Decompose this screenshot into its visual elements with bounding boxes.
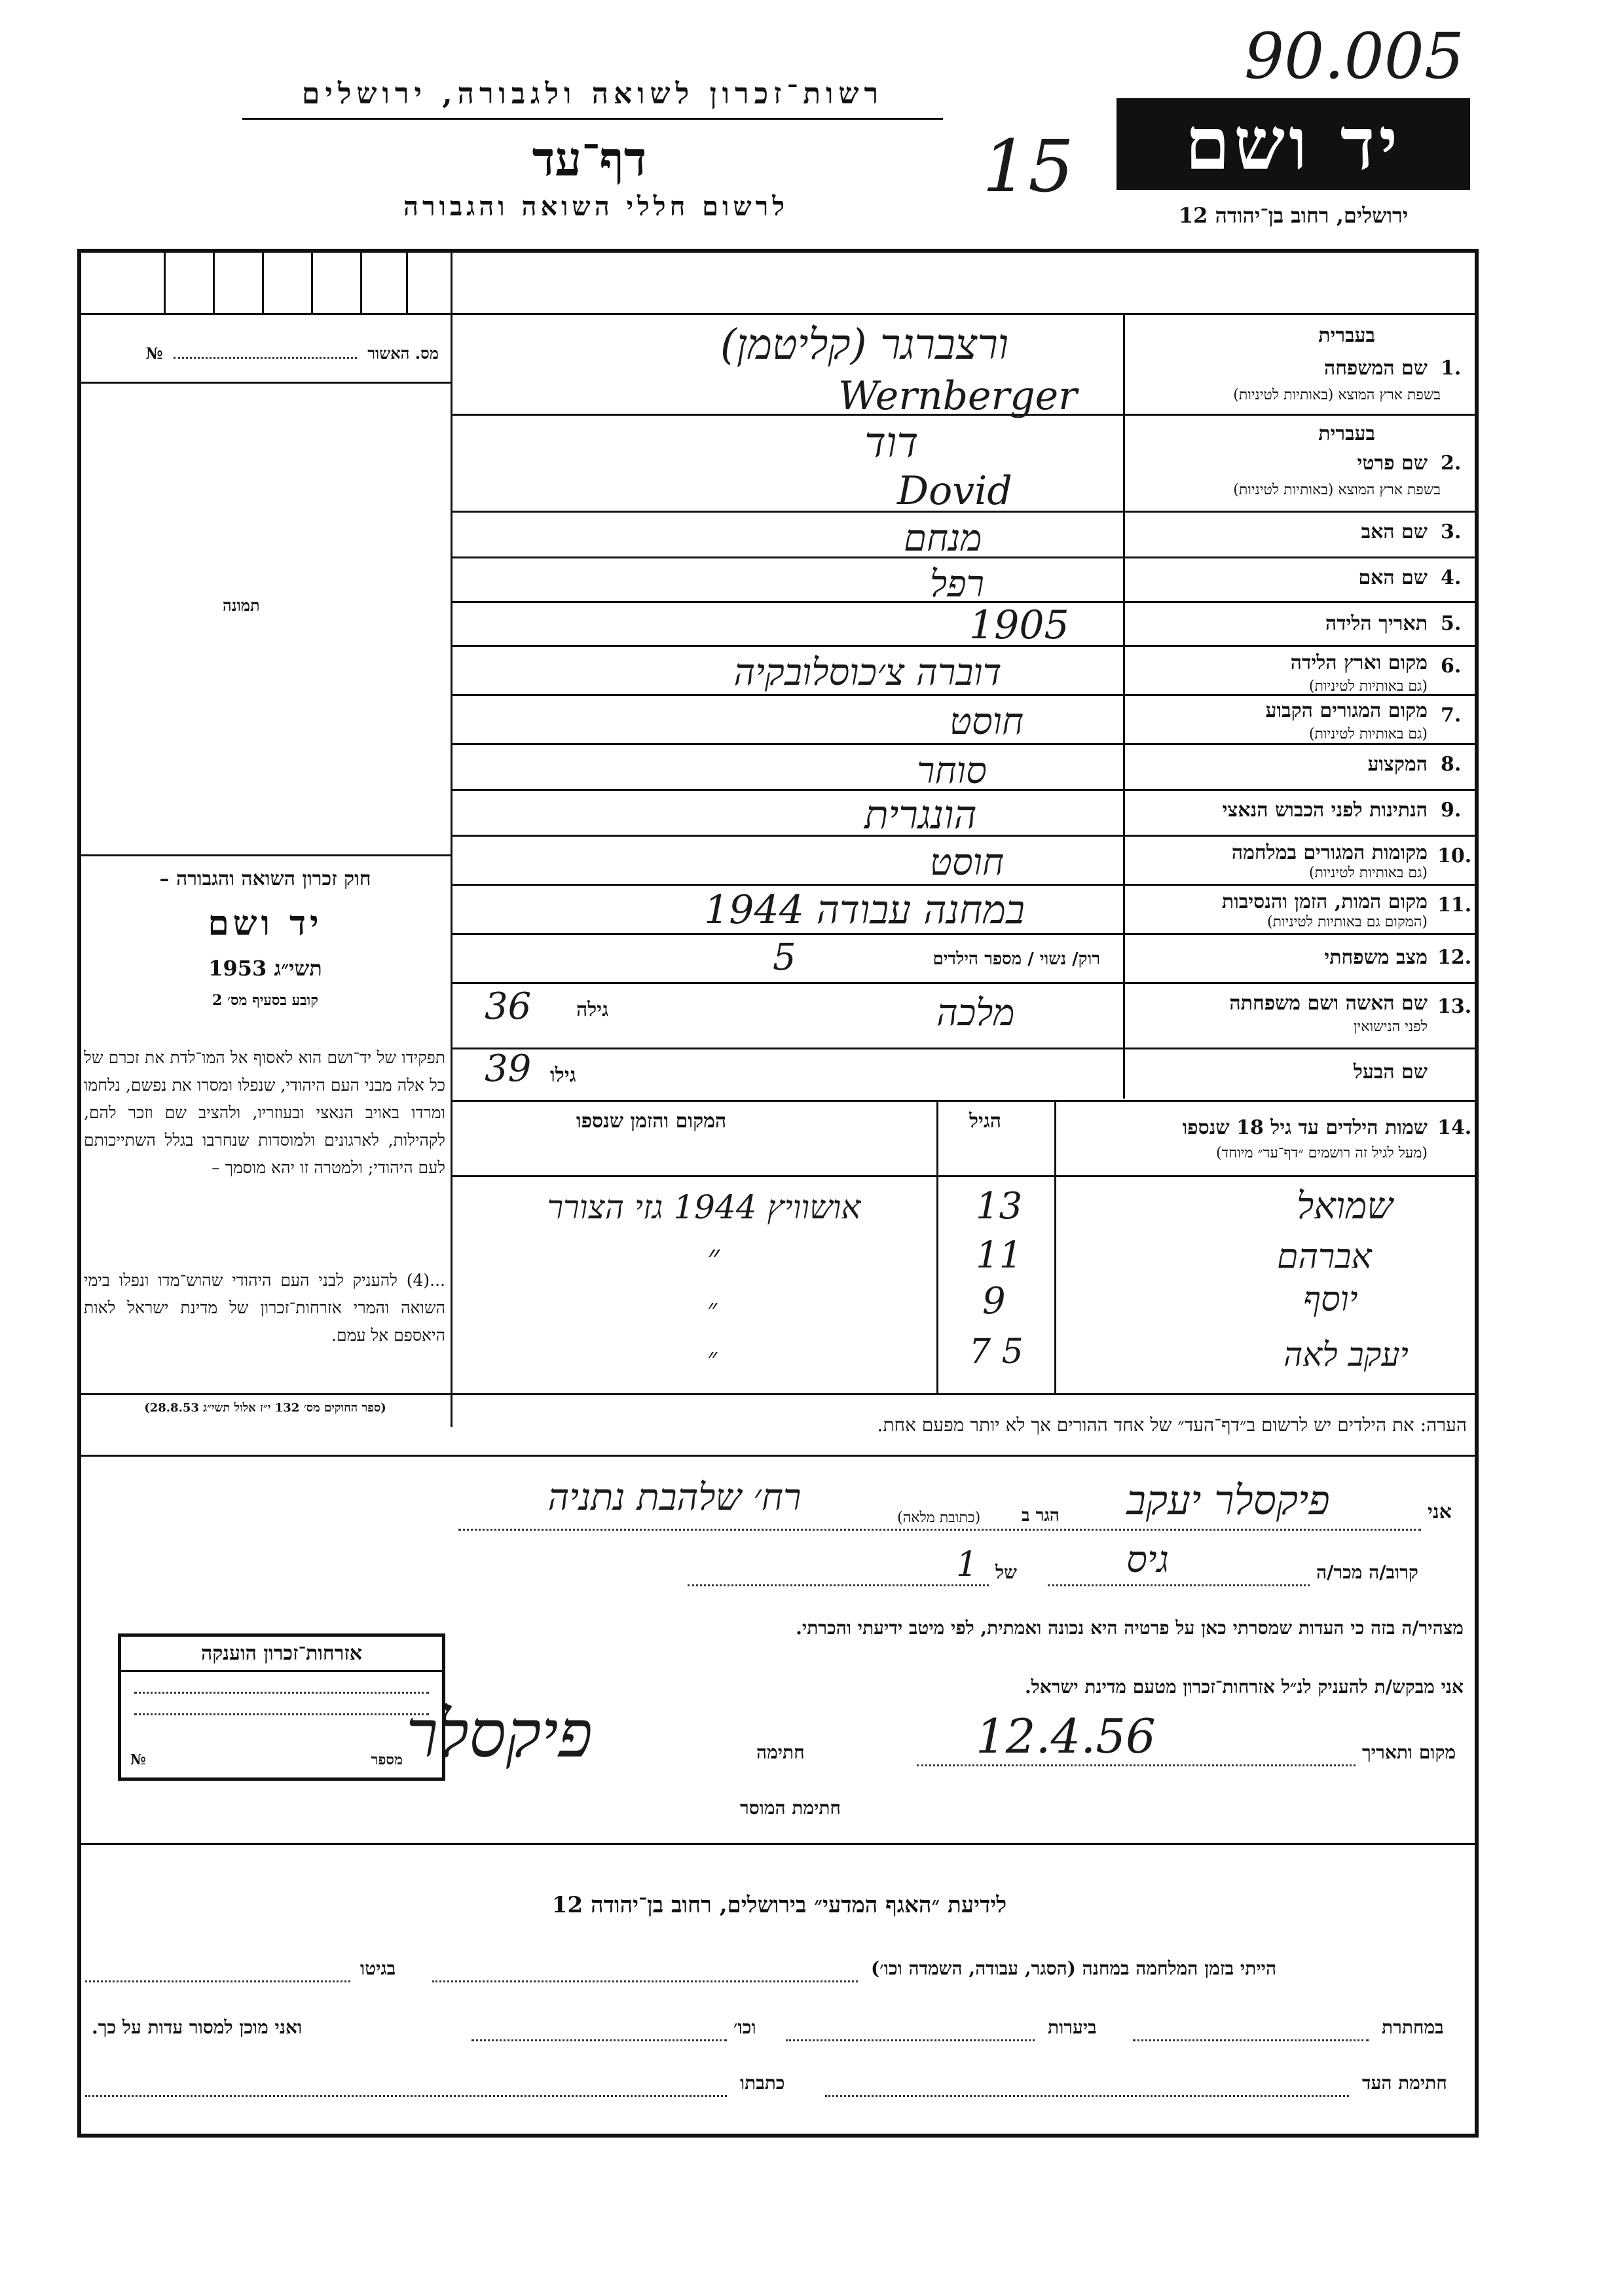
- decl-line-4: [917, 1764, 1356, 1766]
- decl-hagar: הגר ב: [1022, 1506, 1060, 1525]
- field-1-hebrew-value: ורצברגר (קליטמן): [720, 321, 1009, 369]
- decl-place-date: 12.4.56: [976, 1709, 1156, 1764]
- field-1-tag: בעברית: [1318, 324, 1375, 347]
- bottom-line2-b: ביערות: [1048, 2016, 1097, 2038]
- field-8-value: סוחר: [917, 750, 987, 792]
- row-line: [451, 884, 1479, 886]
- field-11-sub: (המקום גם באותיות לטיניות): [1267, 914, 1428, 930]
- row-line: [451, 933, 1479, 935]
- header-underline: [242, 118, 943, 120]
- authority-line: רשות־זכרון לשואה ולגבורה, ירושלים: [301, 77, 884, 111]
- field-6-sub: (גם באותיות לטיניות): [1308, 678, 1428, 695]
- child-row-3-age: 9: [982, 1280, 1006, 1322]
- decl-approver-label: חתימת המוסר: [740, 1797, 841, 1819]
- strip-box-divider: [213, 249, 215, 314]
- bottom-dots-2c: [471, 2039, 727, 2041]
- row-divider-1: [1123, 414, 1479, 416]
- child-row-3-name: יוסף: [1303, 1280, 1358, 1319]
- bottom-line2-c: וכו׳: [733, 2016, 756, 2038]
- children-bottom-line: [77, 1393, 1479, 1395]
- decl-ani: אני: [1428, 1501, 1452, 1523]
- field-3-value: מנחם: [904, 517, 982, 560]
- field-2-tag: בעברית: [1318, 422, 1375, 445]
- strip-box-divider: [262, 249, 264, 314]
- citizenship-box: [118, 1633, 445, 1781]
- children-title: שמות הילדים עד גיל 18 שנספו: [1182, 1116, 1428, 1139]
- row-line: [451, 1048, 1479, 1049]
- field-12-num: 12.: [1437, 946, 1472, 969]
- field-2-latin-value: Dovid: [897, 468, 1012, 514]
- field-8-num: 8.: [1441, 753, 1462, 776]
- child-row-1-name: שמואל: [1297, 1185, 1393, 1228]
- children-col-divider: [936, 1100, 938, 1394]
- field-13-label: שם האשה ושם משפחתה: [1229, 992, 1428, 1015]
- field-13-age: 36: [485, 985, 532, 1028]
- law-year: תשי״ג 1953: [208, 956, 322, 981]
- husband-label: שם הבעל: [1353, 1061, 1428, 1084]
- logo-text: יד ושם: [1185, 101, 1402, 186]
- label-column-divider: [1123, 313, 1125, 1099]
- field-9-label: הנתינות לפני הכבוש הנאצי: [1222, 799, 1428, 822]
- field-6-num: 6.: [1441, 655, 1462, 678]
- field-13-value: מלכה: [936, 992, 1015, 1034]
- field-7-value: חוסט: [950, 701, 1024, 743]
- children-header-line: [451, 1175, 1479, 1177]
- husband-age-label: גילו: [550, 1064, 576, 1087]
- law-gazette: (ספר החוקים מס׳ 132 י״ז אלול תשי״ג 28.8.53): [144, 1401, 386, 1415]
- decl-signature: פיקסלר: [406, 1696, 593, 1772]
- field-7-sub: (גם באותיות לטיניות): [1308, 726, 1428, 742]
- child-row-1-place: אושוויץ 1944 גזי הצורר: [547, 1188, 861, 1226]
- bottom-line2-end: ואני מוכן למסור עדות על כך.: [92, 2016, 303, 2038]
- child-row-4-place: ״: [707, 1343, 718, 1373]
- law-title: חוק זכרון השואה והגבורה –: [159, 867, 371, 890]
- note-bottom-line: [77, 1455, 1479, 1457]
- field-12-marital: רוק/ נשוי / מספר הילדים: [932, 949, 1100, 969]
- bottom-title: לידיעת ״האגף המדעי״ בירושלים, רחוב בן־יהודה 12: [551, 1892, 1007, 1918]
- field-10-num: 10.: [1437, 845, 1472, 867]
- top-strip-line: [77, 313, 1479, 315]
- field-12-children-count: 5: [773, 936, 796, 979]
- decl-line-2: [1048, 1584, 1310, 1586]
- bottom-dots-1: [432, 1980, 858, 1982]
- field-13-age-label: גילה: [576, 998, 609, 1021]
- child-row-3-place: ״: [707, 1294, 718, 1324]
- bottom-line1: הייתי בזמן המלחמה במחנה (הסגר, עבודה, השמדה וכו׳): [871, 1958, 1277, 1979]
- children-note: הערה: את הילדים יש לרשום ב״דף־העד״ של אחד ההורים אך לא יותר מפעם אחת.: [877, 1414, 1467, 1436]
- field-13-num: 13.: [1437, 995, 1472, 1018]
- children-col-divider: [1054, 1100, 1056, 1394]
- field-4-num: 4.: [1441, 566, 1462, 589]
- archive-label: מס. האשור: [367, 344, 439, 363]
- law-text-1: תפקידו של יד־ושם הוא לאסוף אל המו־לדת את זכרם של כל אלה מבני העם היהודי, שנפלו ומסרו את נפשם, נלחמו ומרדו באויב הנאצי ובעוזריו, ולהציב שם וזכר להם, לקהילות, לארגונים ולמוסדות שנחרבו בגלל השתייכותם לעם היהודי; ולמטרה זו יהא מוסמך –: [84, 1048, 445, 1177]
- decl-signature-label: חתימה: [756, 1741, 805, 1763]
- bottom-line3-b: כתבתו: [740, 2072, 785, 2094]
- handwritten-sheet: 15: [982, 124, 1074, 208]
- field-2-sub: בשפת ארץ המוצא (באותיות לטיניות): [1233, 482, 1441, 498]
- field-6-label: מקום וארץ הלידה: [1290, 651, 1428, 674]
- children-num: 14.: [1437, 1116, 1472, 1139]
- row-line: [451, 1100, 1479, 1102]
- decl-of-label: של: [995, 1561, 1017, 1583]
- archive-number: [92, 344, 439, 370]
- decl-request: אני מבקש/ת להעניק לנ״ל אזרחות־זכרון מטעם מדינת ישראל.: [1024, 1676, 1464, 1698]
- citizenship-number-label: מספר: [371, 1751, 403, 1768]
- bottom-dots-2a: [1133, 2039, 1369, 2041]
- decl-statement: מצהיר/ה בזה כי העדות שמסרתי כאן על פרטיה היא נכונה ואמתית, לפי מיטב ידיעתי והכרתי.: [796, 1617, 1464, 1639]
- strip-box-divider: [164, 249, 166, 314]
- form-title: דף־עד: [532, 131, 647, 187]
- field-10-label: מקומות המגורים במלחמה: [1231, 841, 1428, 864]
- strip-box-divider: [360, 249, 362, 314]
- left-column-divider: [451, 249, 452, 1427]
- field-10-value: חוסט: [930, 841, 1005, 884]
- handwritten-number: 90.005: [1244, 20, 1464, 93]
- law-text-2: ...(4) להעניק לבני העם היהודי שהוש־מדו ונפלו בימי השואה והמרי אזרחות־זכרון של מדינת ישראל לאות היאספם אל עמם.: [84, 1271, 445, 1345]
- decl-address-label: (כתובת מלאה): [897, 1510, 981, 1526]
- bottom-dots-1b: [85, 1980, 350, 1982]
- photo-top-line: [77, 382, 452, 384]
- citizenship-number-suffix: №: [130, 1751, 146, 1768]
- field-7-label: מקום המגורים הקבוע: [1265, 699, 1428, 722]
- field-2-num: 2.: [1441, 452, 1462, 475]
- field-11-num: 11.: [1437, 894, 1472, 917]
- bottom-dots-3b: [85, 2095, 727, 2097]
- photo-label: תמונה: [223, 596, 260, 615]
- field-11-label: מקום המות, הזמן והנסיבות: [1221, 890, 1428, 913]
- field-4-value: רפל: [930, 563, 985, 606]
- field-6-value: דוברה צ׳כוסלובקיה: [733, 651, 1002, 694]
- field-3-num: 3.: [1441, 520, 1462, 543]
- field-1-label: שם המשפחה: [1323, 357, 1428, 380]
- logo-address: ירושלים, רחוב בן־יהודה 12: [1178, 203, 1409, 228]
- bottom-line3-a: חתימת העד: [1362, 2072, 1447, 2094]
- child-row-4-age: 7 5: [969, 1332, 1024, 1372]
- field-1-latin-value: Wernberger: [838, 373, 1077, 419]
- photo-bottom-line: [77, 854, 452, 856]
- form-subtitle: לרשום חללי השואה והגבורה: [403, 191, 789, 222]
- strip-box-divider: [311, 249, 313, 314]
- decl-relative-label: קרוב/ה מכר/ה: [1316, 1561, 1418, 1583]
- decl-place-date-label: מקום ותאריך: [1362, 1741, 1456, 1763]
- bottom-line1-end: בגיטו: [360, 1958, 396, 1979]
- decl-line-3: [688, 1584, 989, 1586]
- field-12-label: מצב משפחתי: [1324, 946, 1428, 969]
- field-11-value: במחנה עבודה 1944: [704, 887, 1025, 933]
- strip-box-divider: [406, 249, 408, 314]
- child-row-2-place: ״: [707, 1237, 720, 1275]
- decl-relative: גיס: [1126, 1539, 1170, 1581]
- field-5-value: 1905: [969, 602, 1069, 648]
- field-5-label: תאריך הלידה: [1325, 612, 1428, 635]
- field-3-label: שם האב: [1361, 520, 1428, 543]
- children-col-place: המקום והזמן שנספו: [576, 1110, 727, 1133]
- field-2-hebrew-value: דוד: [864, 419, 919, 467]
- row-line: [451, 645, 1479, 647]
- field-1-num: 1.: [1441, 357, 1462, 380]
- row-line: [451, 982, 1479, 984]
- field-2-label: שם פרטי: [1357, 452, 1428, 475]
- field-4-label: שם האם: [1358, 566, 1428, 589]
- decl-name: פיקסלר יעקב: [1126, 1476, 1330, 1524]
- law-name: יד ושם: [208, 903, 323, 943]
- archive-suffix: №: [145, 344, 163, 363]
- child-row-4-name: יעקב לאה: [1283, 1336, 1409, 1374]
- children-col-age: הגיל: [969, 1110, 1002, 1133]
- field-7-num: 7.: [1441, 704, 1462, 727]
- row-line: [451, 743, 1479, 745]
- husband-age: 39: [485, 1048, 532, 1090]
- decl-of: 1: [956, 1545, 978, 1584]
- law-clause: קובע בסעיף מס׳ 2: [212, 992, 319, 1009]
- field-9-num: 9.: [1441, 799, 1462, 822]
- citizenship-title: אזרחות־זכרון הוענקה: [121, 1637, 442, 1672]
- children-subtitle: (מעל לגיל זה רושמים ״דף־עד״ מיוחד): [1215, 1145, 1428, 1161]
- yad-vashem-logo: [1116, 98, 1470, 190]
- bottom-dots-3a: [825, 2095, 1349, 2097]
- bottom-dots-2b: [786, 2039, 1035, 2041]
- child-row-2-age: 11: [976, 1234, 1023, 1277]
- field-5-num: 5.: [1441, 612, 1462, 635]
- child-row-2-name: אברהם: [1277, 1237, 1372, 1277]
- field-10-sub: (גם באותיות לטיניות): [1308, 865, 1428, 881]
- child-row-1-age: 13: [976, 1185, 1023, 1228]
- field-1-sub: בשפת ארץ המוצא (באותיות לטיניות): [1233, 387, 1441, 403]
- bottom-section-line: [77, 1843, 1479, 1845]
- field-13-sub: לפני הנישואין: [1353, 1019, 1428, 1035]
- decl-line-1: [458, 1529, 1421, 1531]
- field-9-value: הונגרית: [864, 792, 977, 838]
- bottom-line2-a: במחתרת: [1382, 2016, 1444, 2038]
- decl-address: רח׳ שלהבת נתניה: [547, 1476, 802, 1519]
- field-8-label: המקצוע: [1367, 753, 1428, 776]
